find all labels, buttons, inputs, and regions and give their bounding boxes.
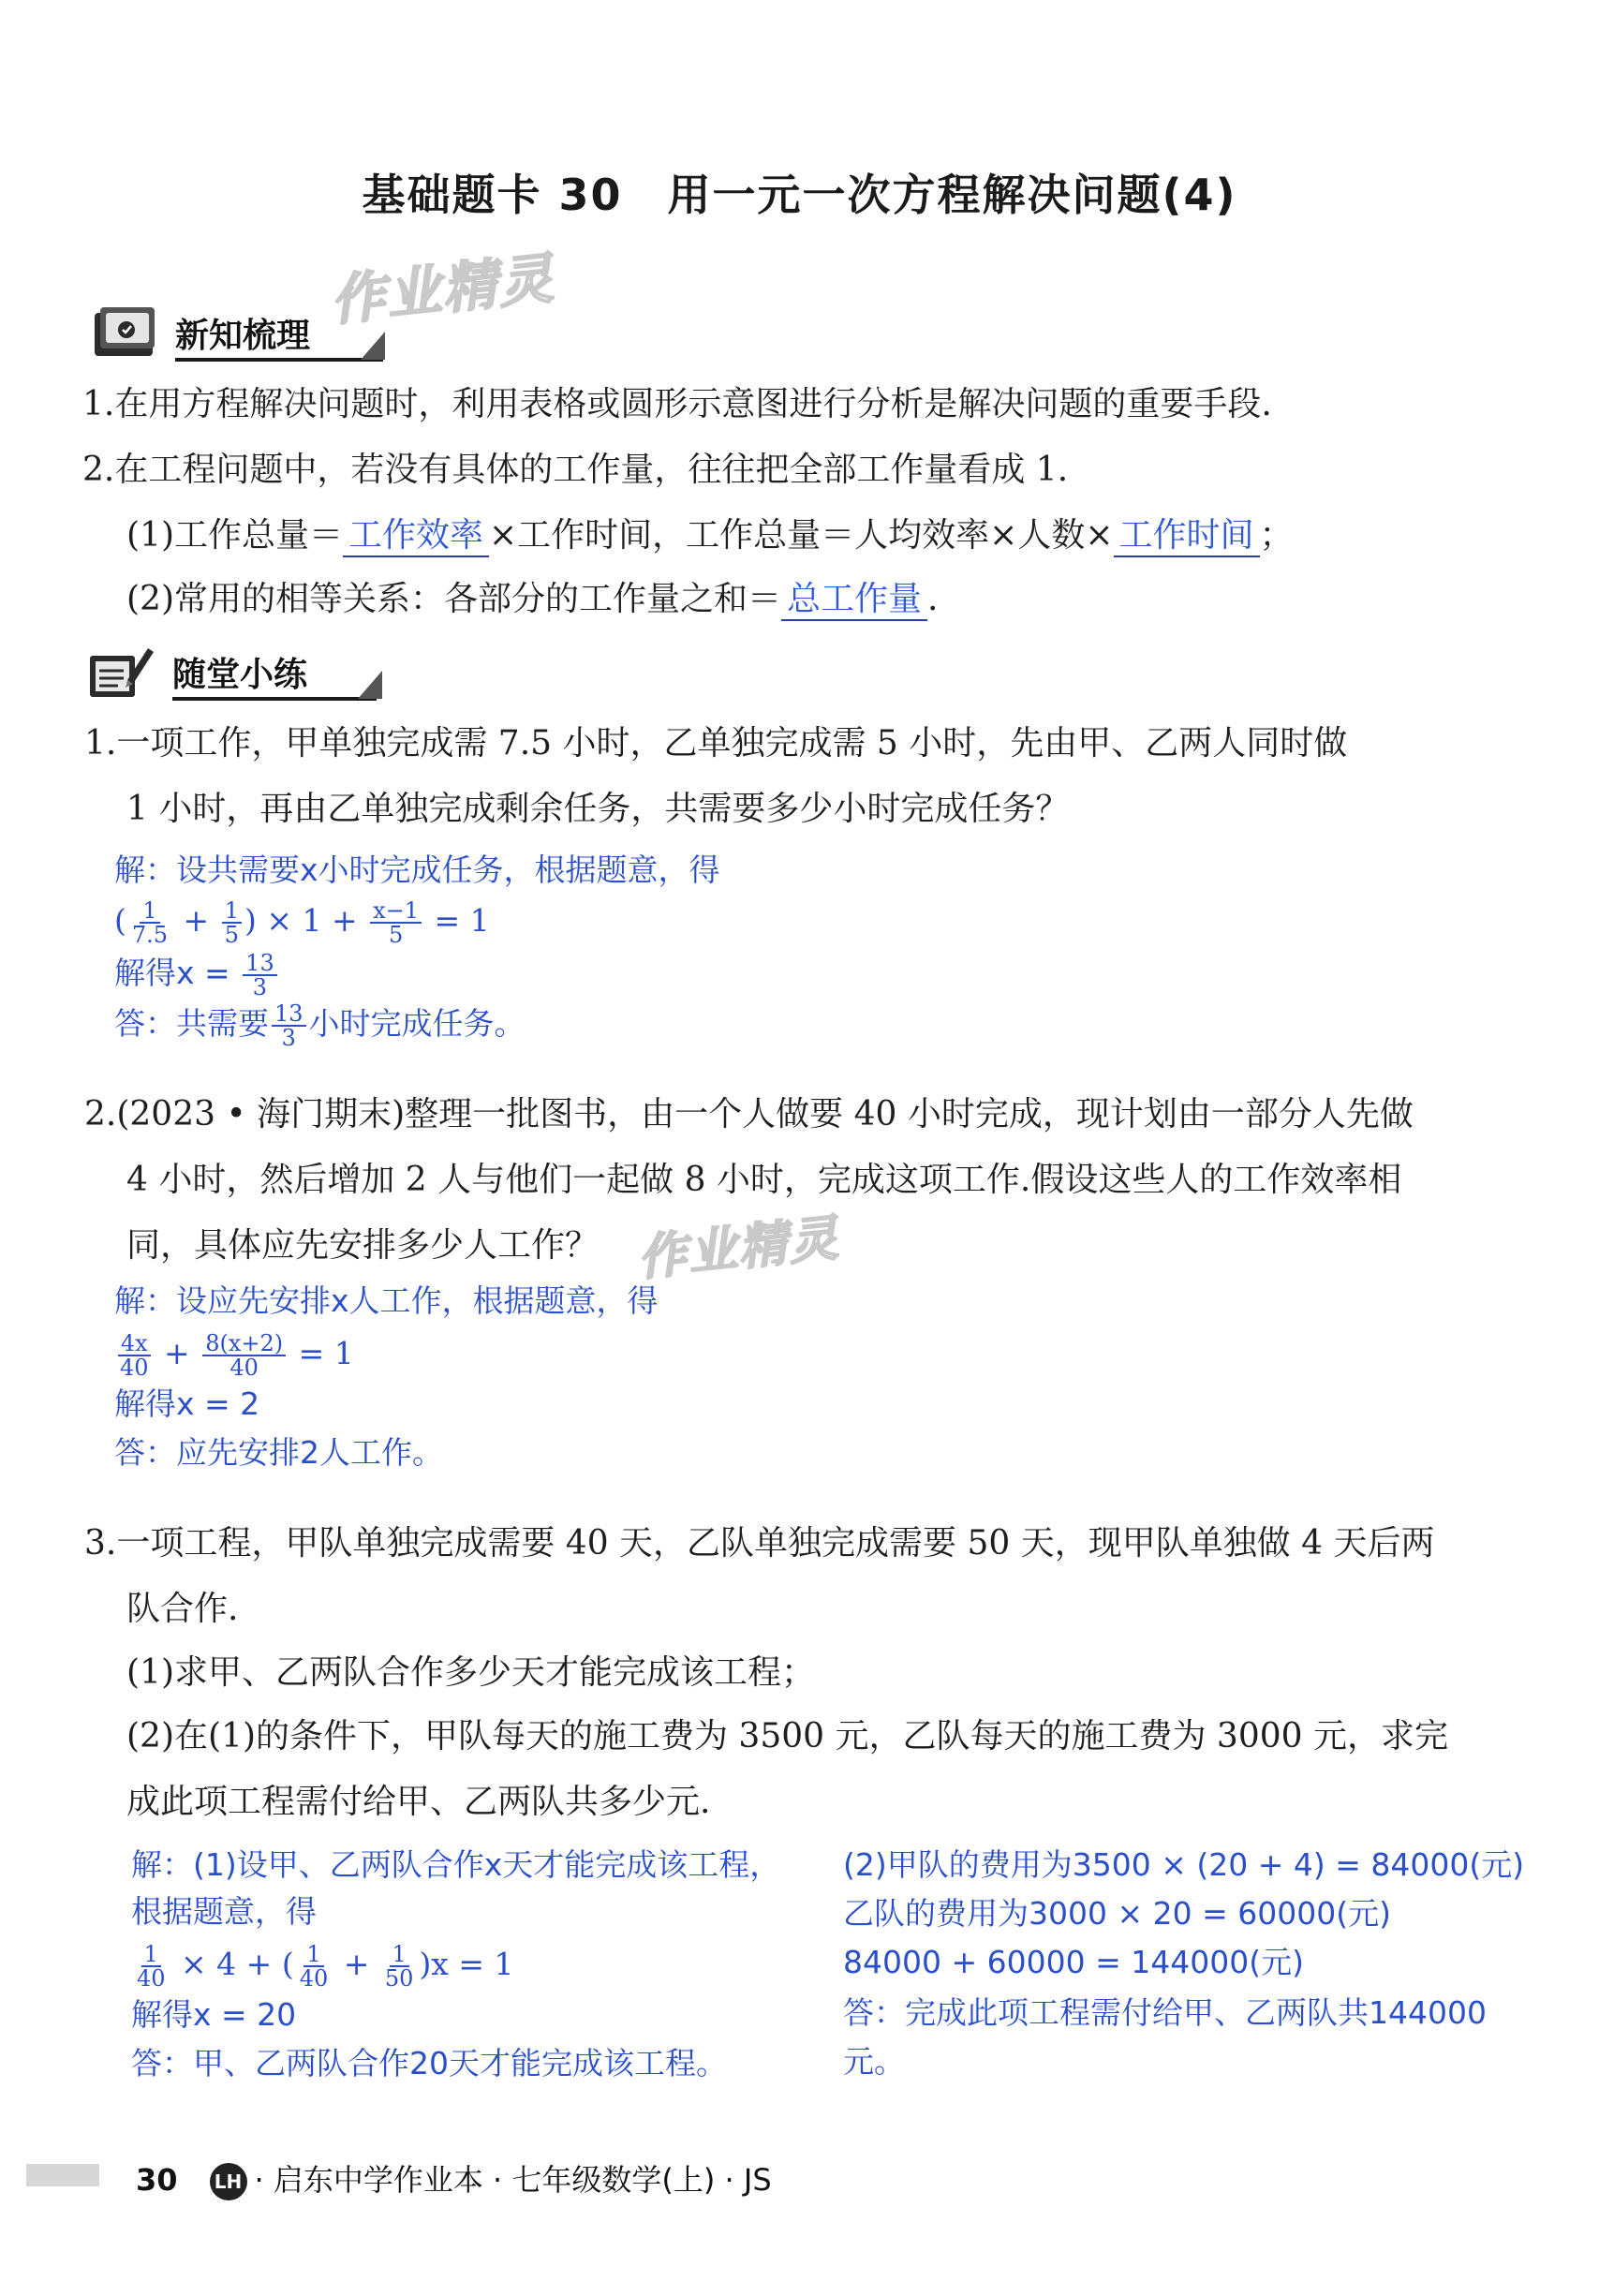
answer-2-equation: $\frac{4x}{40}$ + $\frac{8(x+2)}{40}$ = 1	[114, 1330, 354, 1379]
answer-1-setup: 解：设共需要x小时完成任务，根据题意，得	[114, 852, 720, 888]
page-footer	[136, 2156, 772, 2200]
knowledge-item-2-sub-1: (1)工作总量＝ 工作效率 ×工作时间，工作总量＝人均效率×人数× 工作时间 ；	[126, 513, 1294, 558]
fraction: $\frac{13}{3}$	[272, 1002, 306, 1049]
question-2-line-2: 4 小时，然后增加 2 人与他们一起做 8 小时，完成这项工作.假设这些人的工作效率相	[126, 1161, 1402, 1199]
title-topic: 用一元一次方程解决问题(4)	[667, 170, 1237, 220]
page-number: 30	[136, 2162, 178, 2198]
answer-3-part-2-conclusion: 答：完成此项工程需付给甲、乙两队共144000	[843, 1994, 1487, 2031]
question-3-line-2: 队合作.	[126, 1590, 239, 1628]
page-title	[0, 161, 1599, 223]
fraction: $\frac{8(x+2)}{40}$	[202, 1332, 286, 1379]
knowledge-item-2: 2.在工程问题中，若没有具体的工作量，往往把全部工作量看成 1.	[82, 451, 1069, 489]
watermark: 作业精灵	[635, 1209, 843, 1288]
answer-3-setup-cont: 根据题意，得	[131, 1893, 317, 1930]
answer-1-equation: ( $\frac{1}{7.5}$ + $\frac{1}{5}$ ) × 1 + $\frac{x-1}{5}$ = 1	[114, 897, 490, 948]
publisher-logo: LH	[210, 2163, 247, 2200]
footer-bar	[26, 2164, 99, 2186]
fraction: $\frac{x-1}{5}$	[370, 899, 422, 946]
answer-3-conclusion: 答：甲、乙两队合作20天才能完成该工程。	[131, 2045, 727, 2081]
fill-blank-answer: 总工作量	[781, 580, 927, 621]
answer-2-solution: 解得x = 2	[114, 1385, 260, 1422]
question-3-part-2-cont: 成此项工程需付给甲、乙两队共多少元.	[126, 1783, 711, 1821]
corner-triangle-icon	[358, 671, 382, 699]
title-card-number: 基础题卡 30	[362, 170, 623, 220]
section-underline	[172, 697, 377, 701]
question-3-line-1: 3.一项工程，甲队单独完成需要 40 天，乙队单独完成需要 50 天，现甲队单独做 4 天后两	[84, 1524, 1435, 1563]
answer-1-solution: 解得x = $\frac{13}{3}$	[114, 950, 280, 999]
answer-3-part-2-team-b-cost: 乙队的费用为3000 × 20 = 60000(元)	[843, 1895, 1391, 1932]
book-title: · 启东中学作业本 · 七年级数学(上) · JS	[254, 2162, 772, 2198]
fraction: $\frac{13}{3}$	[243, 952, 277, 999]
section-label-knowledge: 新知梳理	[175, 317, 311, 355]
section-header-knowledge	[89, 302, 407, 367]
corner-triangle-icon	[361, 332, 385, 360]
question-1-line-2: 1 小时，再由乙单独完成剩余任务，共需要多少小时完成任务？	[126, 790, 1070, 828]
answer-2-setup: 解：设应先安排x人工作，根据题意，得	[114, 1282, 659, 1319]
answer-3-part-2-total: 84000 + 60000 = 144000(元)	[843, 1944, 1304, 1980]
notebook-pencil-icon	[86, 643, 161, 704]
fill-blank-answer: 工作时间	[1114, 516, 1260, 557]
book-icon	[89, 304, 164, 365]
watermark: 作业精灵	[327, 245, 558, 333]
answer-3-equation: $\frac{1}{40}$ × 4 + ( $\frac{1}{40}$ + $\frac{1}{50}$ )x = 1	[131, 1941, 514, 1990]
fraction: $\frac{4x}{40}$	[117, 1332, 152, 1379]
question-3-part-2: (2)在(1)的条件下，甲队每天的施工费为 3500 元，乙队每天的施工费为 3000 元，求完	[126, 1717, 1448, 1755]
question-2-line-1: 2.(2023 • 海门期末)整理一批图书，由一个人做要 40 小时完成，现计划由一部分人先做	[84, 1095, 1414, 1133]
knowledge-item-1: 1.在用方程解决问题时，利用表格或圆形示意图进行分析是解决问题的重要手段.	[82, 385, 1272, 423]
section-underline	[175, 358, 383, 362]
knowledge-item-2-sub-2: (2)常用的相等关系：各部分的工作量之和＝ 总工作量 .	[126, 577, 938, 622]
fraction: $\frac{1}{40}$	[299, 1941, 329, 1992]
answer-3-part-2-team-a-cost: (2)甲队的费用为3500 × (20 + 4) = 84000(元)	[843, 1846, 1525, 1883]
answer-1-conclusion: 答：共需要 $\frac{13}{3}$ 小时完成任务。	[114, 1000, 526, 1051]
fill-blank-answer: 工作效率	[343, 516, 489, 557]
answer-3-part-2-conclusion-cont: 元。	[843, 2043, 905, 2080]
question-3-part-1: (1)求甲、乙两队合作多少天才能完成该工程；	[126, 1653, 815, 1692]
question-1-line-1: 1.一项工作，甲单独完成需 7.5 小时，乙单独完成需 5 小时，先由甲、乙两人同时做	[84, 724, 1348, 763]
section-label-practice: 随堂小练	[172, 656, 308, 694]
section-header-practice	[86, 641, 405, 706]
fraction: $\frac{1}{50}$	[384, 1941, 414, 1992]
answer-3-solution: 解得x = 20	[131, 1996, 297, 2033]
answer-3-setup: 解：(1)设甲、乙两队合作x天才能完成该工程，	[131, 1846, 781, 1883]
answer-2-conclusion: 答：应先安排2人工作。	[114, 1434, 443, 1471]
fraction: $\frac{1}{40}$	[137, 1941, 166, 1992]
question-2-line-3: 同，具体应先安排多少人工作？	[126, 1226, 600, 1265]
fraction: $\frac{1}{5}$	[222, 899, 242, 946]
fraction: $\frac{1}{7.5}$	[131, 897, 169, 948]
